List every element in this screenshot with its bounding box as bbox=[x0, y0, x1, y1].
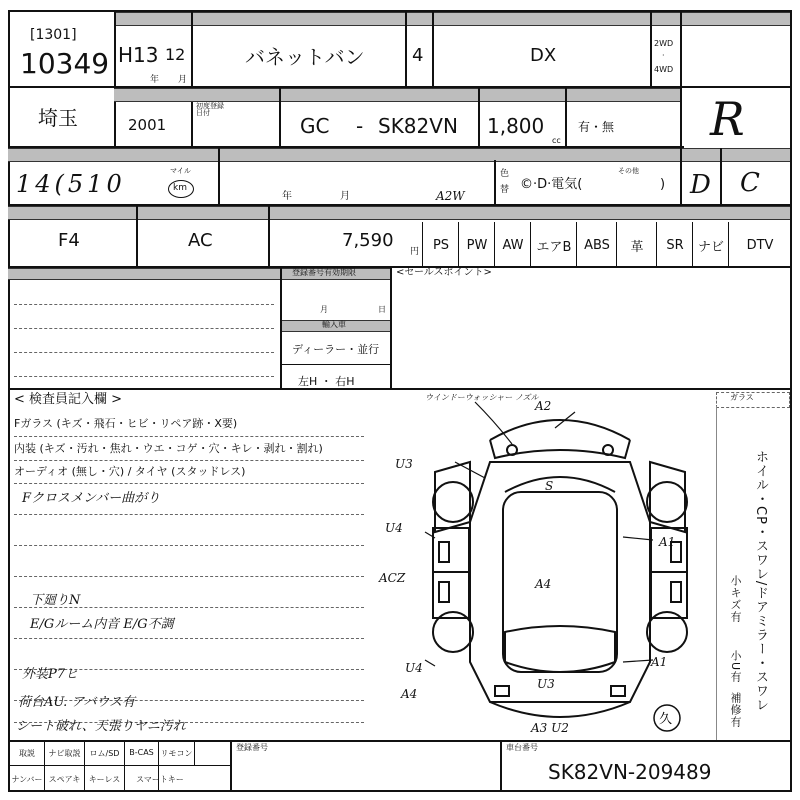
ac: AC bbox=[188, 230, 213, 251]
footer-cell-div-5 bbox=[194, 740, 195, 766]
footer-bcas: B-CAS bbox=[129, 748, 154, 757]
color-label-1: 色 bbox=[500, 169, 510, 179]
model-prefix: GC bbox=[300, 114, 330, 138]
feature-pw: PW bbox=[458, 222, 495, 268]
recycle-fee: 7,590 bbox=[342, 230, 394, 251]
turbo: 有・無 bbox=[578, 120, 615, 134]
side-note-4: 補修有 bbox=[729, 692, 742, 728]
side-note-3: 小U有 bbox=[729, 650, 742, 684]
footer-mid-line bbox=[8, 765, 230, 766]
rear-bumper-outline bbox=[490, 702, 630, 717]
exterior-grade: C bbox=[740, 168, 760, 198]
col-divider-b bbox=[191, 12, 193, 148]
drive-2wd: 2WD bbox=[654, 39, 674, 48]
mark-u4-bottom: U4 bbox=[405, 661, 423, 675]
yen-unit: 円 bbox=[410, 247, 420, 257]
remarks-line-2 bbox=[14, 328, 274, 329]
feature-dtv: DTV bbox=[728, 222, 791, 268]
note-crossmember: Fクロスメンバー曲がり bbox=[22, 491, 161, 506]
inspector-rule-6 bbox=[14, 576, 364, 577]
model-code: SK82VN bbox=[378, 114, 458, 138]
cc-unit: cc bbox=[552, 136, 561, 145]
western-year: 2001 bbox=[128, 116, 167, 134]
wheel-front-left bbox=[433, 482, 473, 522]
import-header: 輸入車 bbox=[322, 320, 346, 329]
col-divider-l bbox=[494, 160, 496, 206]
mark-a2-top: A2 bbox=[535, 399, 552, 413]
front-bumper-outline bbox=[490, 420, 630, 440]
reg-number-label: 登録番号 bbox=[236, 743, 268, 752]
inspector-line-3: オーディオ (無し・穴) / タイヤ (スタッドレス) bbox=[14, 465, 246, 478]
col-divider-a bbox=[114, 12, 116, 148]
feature-sr: SR bbox=[656, 222, 693, 268]
options: ©·D·電気( bbox=[520, 177, 583, 192]
inspector-line-2: 内装 (キズ・汚れ・焦れ・ウエ・コゲ・穴・キレ・剥れ・割れ) bbox=[14, 442, 323, 455]
color-label-2: 替 bbox=[500, 185, 510, 195]
car-damage-diagram bbox=[379, 392, 725, 740]
footer-manual: 取説 bbox=[19, 749, 35, 758]
shaken-year: 年 bbox=[282, 191, 292, 202]
mark-s: S bbox=[545, 479, 554, 493]
color-code: A2W bbox=[436, 189, 465, 203]
inspector-rule-5 bbox=[14, 545, 364, 546]
note-engine: E/Gルーム内音 E/G不調 bbox=[30, 617, 174, 632]
footer-top-line bbox=[8, 740, 792, 742]
prefecture: 埼玉 bbox=[38, 106, 78, 130]
col-divider-d bbox=[432, 12, 434, 88]
mark-a1-bottom: A1 bbox=[651, 655, 668, 669]
footer-plate: ナンバー bbox=[11, 775, 43, 784]
inspector-rule-1 bbox=[14, 436, 364, 437]
col-divider-n bbox=[720, 148, 722, 206]
model-name: バネットバン bbox=[245, 45, 365, 69]
footer-spare-key: スペアキー bbox=[48, 775, 81, 795]
rear-window-outline bbox=[505, 626, 615, 672]
handle-side: 左H ・ 右H bbox=[298, 375, 355, 388]
doors: 4 bbox=[412, 45, 424, 66]
mark-a3u2: A3 U2 bbox=[531, 721, 569, 735]
month: 12 bbox=[165, 45, 186, 64]
col-divider-g bbox=[279, 88, 281, 148]
footer-divider-a bbox=[230, 740, 232, 792]
frame-left bbox=[8, 10, 10, 792]
unit-mile: マイル bbox=[170, 167, 191, 175]
note-exterior: 外装P7ヒ bbox=[22, 667, 79, 682]
inspector-rule-3 bbox=[14, 483, 364, 484]
col-divider-f bbox=[680, 12, 682, 88]
grade: DX bbox=[530, 45, 557, 66]
label-nozzle: ウインドーウォッシャー ノズル bbox=[425, 393, 539, 402]
footer-keyless: キーレス bbox=[88, 775, 121, 784]
mark-u3-left: U3 bbox=[395, 457, 413, 471]
day-label: 日 bbox=[378, 305, 386, 314]
feature-aw: AW bbox=[494, 222, 531, 268]
remarks-line-1 bbox=[14, 304, 274, 305]
month-label: 月 bbox=[320, 305, 328, 314]
feature-airbag: エアB bbox=[530, 222, 577, 268]
stamp: 久 bbox=[659, 712, 673, 727]
unit-km: km bbox=[173, 183, 187, 193]
footer-remote: リモコン bbox=[160, 749, 193, 758]
side-note-divider bbox=[716, 406, 717, 740]
row3-header-band bbox=[8, 148, 790, 162]
handle-divider bbox=[282, 364, 390, 365]
col-divider-o bbox=[136, 206, 138, 268]
shaken-month: 月 bbox=[340, 191, 350, 202]
remarks-line-3 bbox=[14, 352, 274, 353]
drive-4wd: 4WD bbox=[654, 65, 674, 74]
dealer-parallel: ディーラー・並行 bbox=[292, 343, 380, 356]
col-divider-m bbox=[680, 148, 682, 206]
body-outline bbox=[470, 462, 650, 702]
frame-right bbox=[790, 10, 792, 792]
col-divider-r bbox=[390, 268, 392, 390]
glass-label: ガラス bbox=[730, 393, 754, 402]
shift: F4 bbox=[58, 230, 80, 251]
inspector-line-1: Fガラス (キズ・飛石・ヒビ・リペア跡・X要) bbox=[14, 417, 238, 430]
footer-rom-sd: ロム/SD bbox=[89, 749, 120, 758]
remarks-header-band bbox=[8, 268, 280, 280]
inspector-title: < 検査員記入欄 > bbox=[14, 392, 123, 407]
inspector-rule-4 bbox=[14, 514, 364, 515]
mark-a4-bottom: A4 bbox=[401, 687, 418, 701]
inspector-rule-2 bbox=[14, 460, 364, 461]
footer-navi-manual: ナビ取説 bbox=[48, 749, 81, 758]
mark-a4-center: A4 bbox=[535, 577, 552, 591]
chassis-number: SK82VN-209489 bbox=[548, 760, 712, 784]
interior-grade: D bbox=[690, 170, 711, 200]
sales-point: <セールスポイント> bbox=[396, 267, 492, 278]
remarks-line-4 bbox=[14, 376, 274, 377]
feature-ps: PS bbox=[422, 222, 459, 268]
side-note-2: 小キズ有 bbox=[729, 575, 742, 623]
displacement: 1,800 bbox=[487, 114, 545, 138]
middle-bottom-line bbox=[8, 388, 792, 390]
model-dash: - bbox=[356, 114, 364, 138]
col-divider-c bbox=[405, 12, 407, 88]
note-underbody: 下廻りN bbox=[30, 593, 81, 608]
footer-divider-b bbox=[500, 740, 502, 792]
year-unit: 年 bbox=[150, 75, 160, 85]
col-divider-p bbox=[268, 206, 270, 268]
col-divider-e bbox=[650, 12, 652, 88]
row4-header-band bbox=[8, 206, 790, 220]
lot-number: 10349 bbox=[20, 47, 110, 80]
row1-header-band bbox=[114, 12, 790, 26]
col-divider-i bbox=[565, 88, 567, 148]
windshield-outline bbox=[505, 477, 615, 492]
note-cargo: 荷台AU. アバウス有 bbox=[18, 695, 135, 710]
options-close: ) bbox=[660, 177, 666, 192]
mark-u3-bottom: U3 bbox=[537, 677, 555, 691]
mark-a1-right: A1 bbox=[659, 535, 676, 549]
other-label: その他 bbox=[618, 167, 639, 175]
mileage: 14(510 bbox=[16, 170, 126, 198]
mark-u4-left: U4 bbox=[385, 521, 403, 535]
recall-header: 登録番号有効期限 bbox=[292, 268, 356, 277]
row2-header-band bbox=[114, 88, 680, 102]
era-year: H13 bbox=[118, 43, 159, 67]
wheel-front-right bbox=[647, 482, 687, 522]
side-note-main: ホイル・CP・スワレ/ドアミラー・スワレ bbox=[753, 450, 768, 713]
spacer bbox=[390, 390, 391, 740]
inspector-rule-8 bbox=[14, 638, 364, 639]
drive-dot: · bbox=[662, 51, 665, 60]
col-divider-h bbox=[478, 88, 480, 148]
chassis-label: 車台番号 bbox=[506, 743, 538, 752]
footer-smart-key: スマートキー bbox=[136, 775, 184, 784]
col-divider-k bbox=[218, 148, 220, 206]
feature-navi: ナビ bbox=[692, 222, 729, 268]
score: R bbox=[710, 92, 745, 146]
first-reg-label: 初度登録 日付 bbox=[196, 102, 224, 117]
month-unit: 月 bbox=[178, 75, 188, 85]
lot-code: [1301] bbox=[30, 27, 77, 43]
mark-acz: ACZ bbox=[379, 571, 406, 585]
note-seat: シート破れ、天張りヤニ汚れ bbox=[16, 719, 186, 734]
roof-outline bbox=[503, 492, 617, 672]
feature-abs: ABS bbox=[576, 222, 617, 268]
feature-leather: 革 bbox=[616, 222, 657, 268]
col-divider-j bbox=[680, 88, 682, 148]
frame-bottom bbox=[8, 790, 792, 792]
